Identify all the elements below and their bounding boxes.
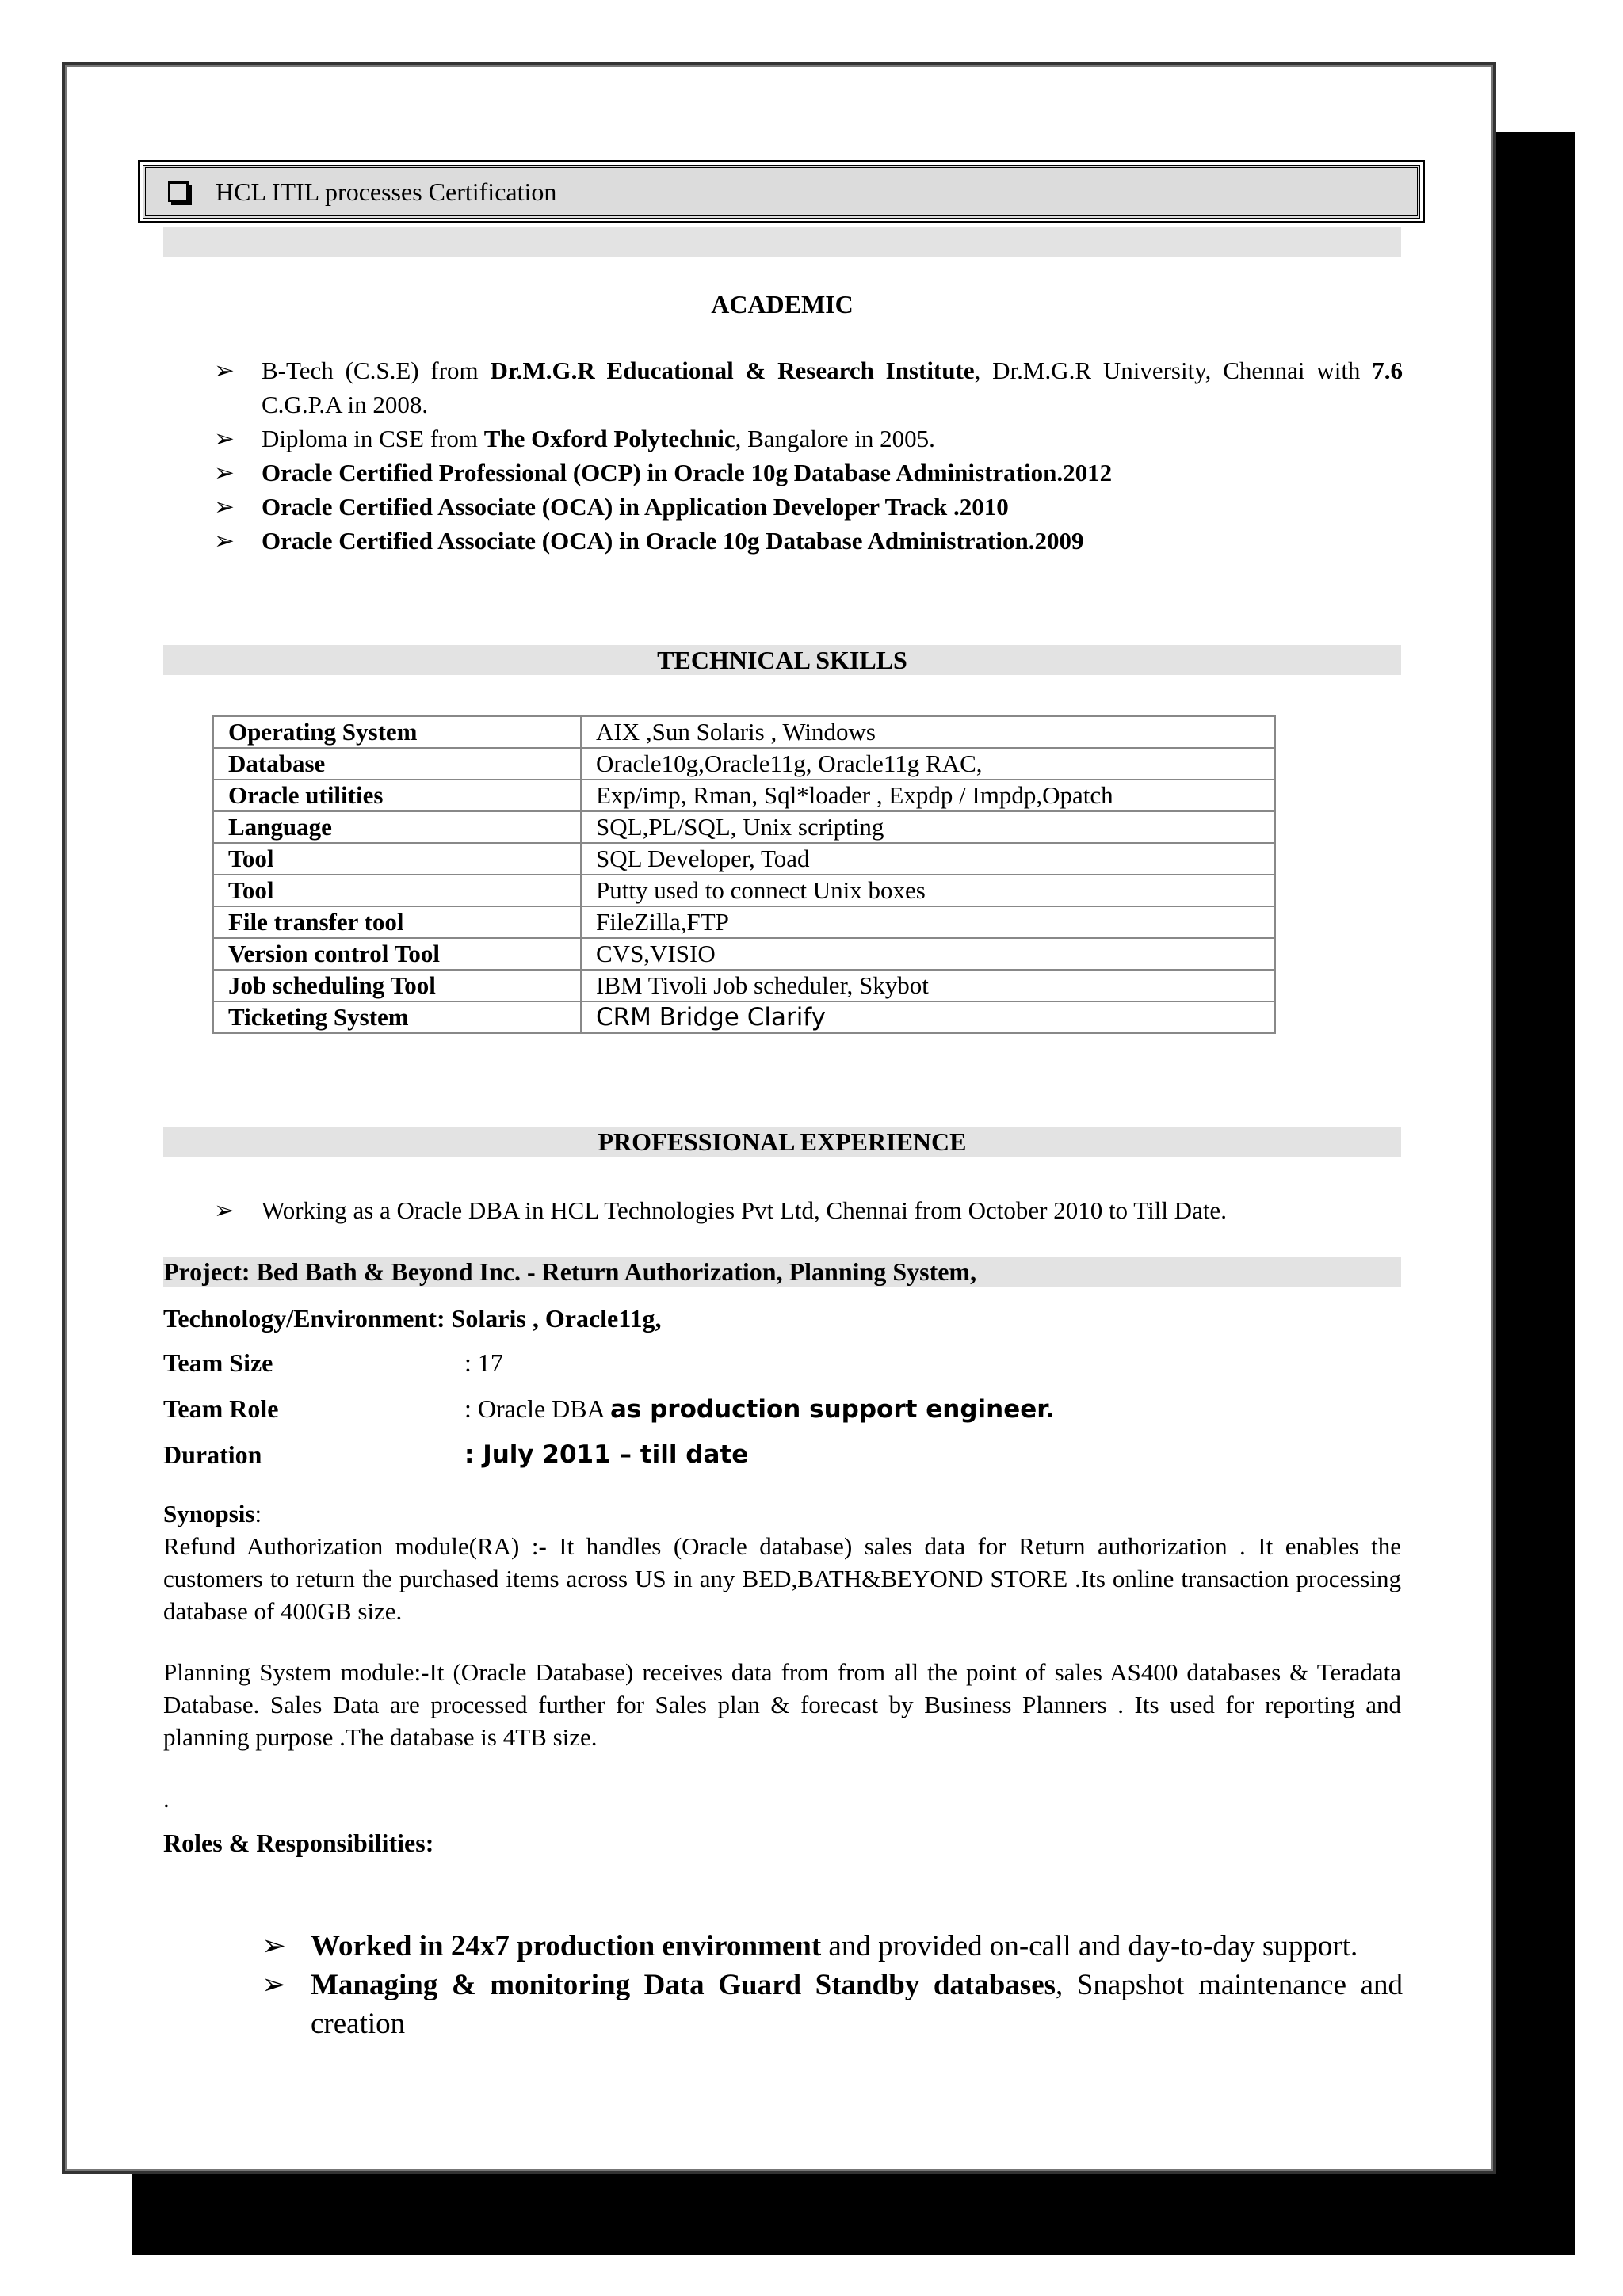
table-row: Operating System AIX ,Sun Solaris , Windows	[213, 716, 1275, 748]
technology-line: Technology/Environment: Solaris , Oracle11g,	[163, 1304, 662, 1333]
certification-box	[143, 165, 1420, 219]
roles-list	[262, 1927, 1403, 2043]
table-row: Tool Putty used to connect Unix boxes	[213, 875, 1275, 906]
arrow-bullet-icon: ➢	[262, 1930, 287, 1962]
skills-heading: TECHNICAL SKILLS	[657, 646, 907, 674]
table-row: Version control Tool CVS,VISIO	[213, 938, 1275, 970]
table-row: Ticketing System CRM Bridge Clarify	[213, 1001, 1275, 1033]
list-item: ➢ Oracle Certified Associate (OCA) in Oracle 10g Database Administration.2009	[214, 524, 1403, 558]
synopsis-heading: Synopsis:	[163, 1500, 262, 1527]
duration-label: Duration	[163, 1440, 262, 1469]
list-item: ➢ Worked in 24x7 production environment and provided on-call and day-to-day support.	[262, 1927, 1403, 1966]
list-item: ➢ Oracle Certified Professional (OCP) in Oracle 10g Database Administration.2012	[214, 456, 1403, 490]
team-role-value: : Oracle DBA as production support engineer.	[464, 1394, 1055, 1424]
certification-label: HCL ITIL processes Certification	[216, 177, 557, 206]
table-row: Oracle utilities Exp/imp, Rman, Sql*loader , Expdp / Impdp,Opatch	[213, 780, 1275, 811]
duration-value: : July 2011 – till date	[464, 1440, 749, 1469]
table-row: Tool SQL Developer, Toad	[213, 843, 1275, 875]
arrow-bullet-icon: ➢	[214, 425, 235, 452]
list-item: ➢ B-Tech (C.S.E) from Dr.M.G.R Educational & Research Institute, Dr.M.G.R University, Chennai with 7.6 C.G.P.A in 2008.	[214, 353, 1403, 421]
arrow-bullet-icon: ➢	[214, 459, 235, 486]
table-row: Database Oracle10g,Oracle11g, Oracle11g RAC,	[213, 748, 1275, 780]
arrow-bullet-icon: ➢	[214, 493, 235, 521]
list-item: ➢ Working as a Oracle DBA in HCL Technologies Pvt Ltd, Chennai from October 2010 to Till Date.	[214, 1193, 1403, 1227]
academic-list	[214, 353, 1403, 558]
skills-table	[212, 715, 1276, 1034]
synopsis-paragraph-2: Planning System module:-It (Oracle Database) receives data from from all the point of sales AS400 databases & Teradata Database. Sales Data are processed further for Sales plan & forecast by Business Planners . Its used for reporting and planning purpose .The database is 4TB size.	[163, 1658, 1401, 1751]
table-row: Job scheduling Tool IBM Tivoli Job scheduler, Skybot	[213, 970, 1275, 1001]
synopsis-paragraph-1: Refund Authorization module(RA) :- It handles (Oracle database) sales data for Return authorization . It enables the customers to return the purchased items across US in any BED,BATH&BEYOND STORE .Its online transaction processing database of 400GB size.	[163, 1532, 1401, 1625]
list-item: ➢ Managing & monitoring Data Guard Standby databases, Snapshot maintenance and creation	[262, 1966, 1403, 2043]
section-band	[163, 227, 1401, 257]
team-size-value: : 17	[464, 1348, 503, 1377]
team-size-label: Team Size	[163, 1348, 273, 1377]
arrow-bullet-icon: ➢	[214, 357, 235, 384]
experience-summary-list	[214, 1193, 1403, 1227]
roles-heading: Roles & Responsibilities:	[163, 1829, 434, 1857]
team-role-label: Team Role	[163, 1394, 279, 1423]
list-item: ➢ Diploma in CSE from The Oxford Polytechnic, Bangalore in 2005.	[214, 421, 1403, 456]
arrow-bullet-icon: ➢	[262, 1969, 287, 2001]
table-row: Language SQL,PL/SQL, Unix scripting	[213, 811, 1275, 843]
separator-dot: .	[163, 1785, 170, 1813]
checkbox-icon	[168, 181, 189, 202]
project-title: Project: Bed Bath & Beyond Inc. - Return Authorization, Planning System,	[163, 1257, 977, 1286]
experience-heading: PROFESSIONAL EXPERIENCE	[598, 1127, 967, 1156]
arrow-bullet-icon: ➢	[214, 527, 235, 555]
academic-heading: ACADEMIC	[711, 290, 854, 318]
list-item: ➢ Oracle Certified Associate (OCA) in Application Developer Track .2010	[214, 490, 1403, 524]
arrow-bullet-icon: ➢	[214, 1196, 235, 1224]
table-row: File transfer tool FileZilla,FTP	[213, 906, 1275, 938]
